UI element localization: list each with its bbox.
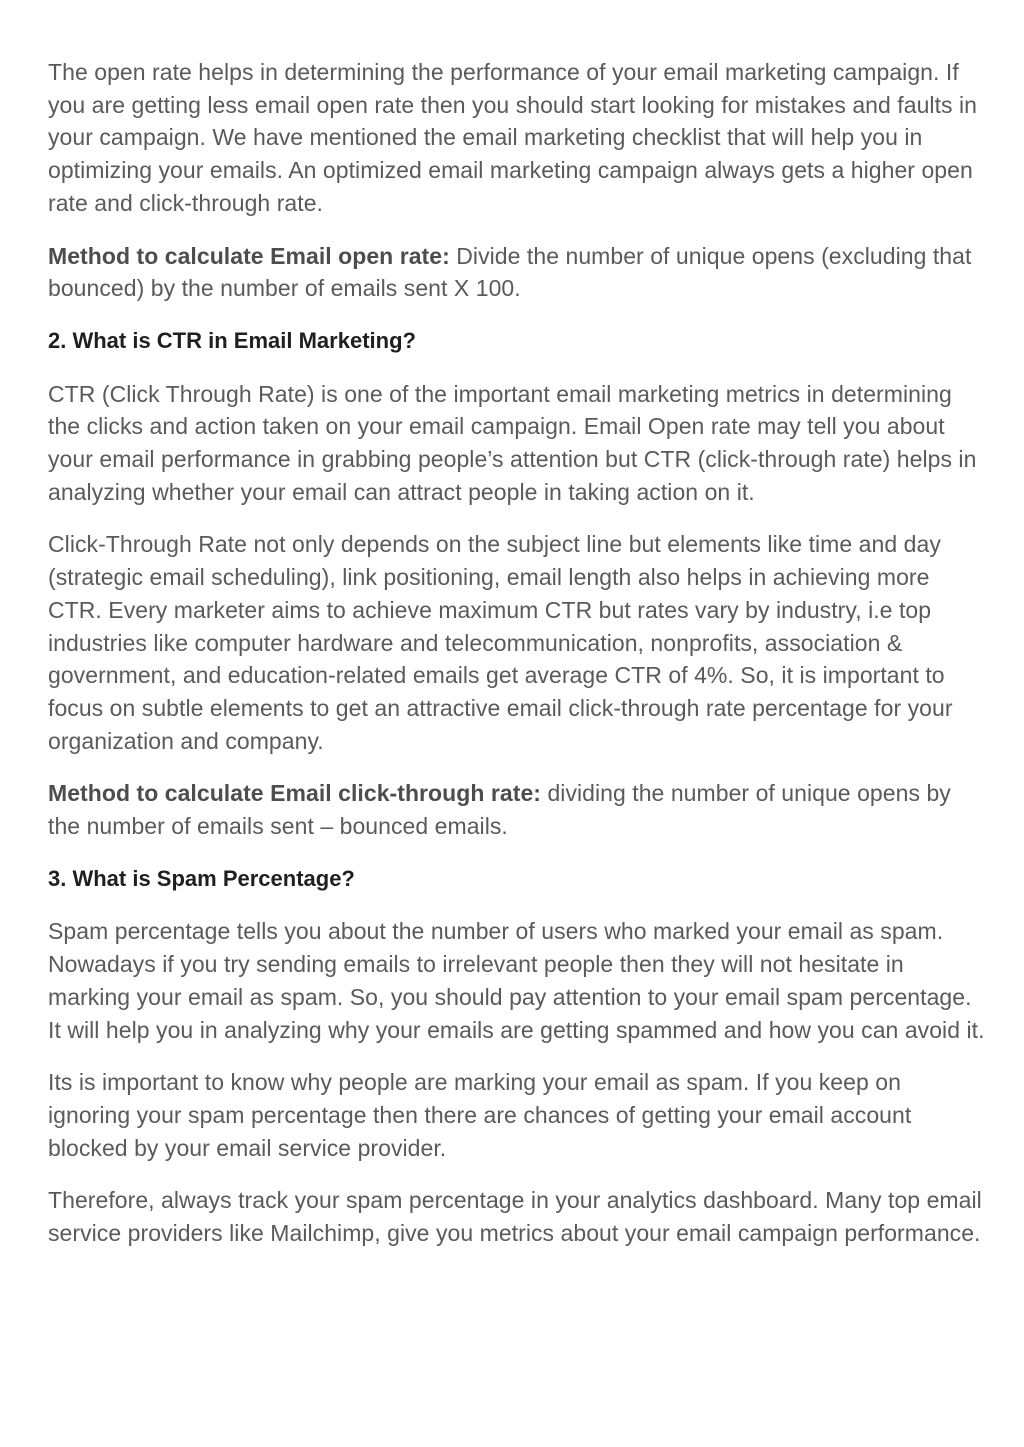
paragraph-spam-importance: Its is important to know why people are marking your email as spam. If you keep on ignoring your spam percentage then there are chances of getting your email account blocked by your email service provider. (48, 1069, 912, 1161)
heading-ctr: 2. What is CTR in Email Marketing? (48, 327, 416, 353)
paragraph-spam-tracking: Therefore, always track your spam percentage in your analytics dashboard. Many top email service providers like Mailchimp, give you metrics about your email campaign performance. (48, 1187, 982, 1247)
method-open-rate (48, 240, 988, 305)
paragraph-open-rate: The open rate helps in determining the performance of your email marketing campaign. If you are getting less email open rate then you should start looking for mistakes and faults in your campaign. We have mentioned the email marketing checklist that will help you in optimizing your emails. An optimized email marketing campaign always gets a higher open rate and click-through rate. (48, 59, 978, 216)
method-open-rate-text: Divide the number of unique opens (excluding that bounced) by the number of emails sent X 100. (48, 242, 972, 302)
heading-spam: 3. What is Spam Percentage? (48, 865, 355, 891)
paragraph-ctr-details: Click-Through Rate not only depends on the subject line but elements like time and day (strategic email scheduling), link positioning, email length also helps in achieving more CTR. Every marketer aims to achieve maximum CTR but rates vary by industry, i.e top industries like computer hardware and telecommunication, nonprofits, association & government, and education-related emails get average CTR of 4%. So, it is important to focus on subtle elements to get an attractive email click-through rate percentage for your organization and company. (48, 531, 953, 754)
document-page (48, 56, 988, 1270)
paragraph-ctr-intro: CTR (Click Through Rate) is one of the important email marketing metrics in determining the clicks and action taken on your email campaign. Email Open rate may tell you about your email performance in grabbing people’s attention but CTR (click-through rate) helps in analyzing whether your email can attract people in taking action on it. (48, 380, 977, 505)
paragraph-spam-intro: Spam percentage tells you about the number of users who marked your email as spam. Nowadays if you try sending emails to irrelevant people then they will not hesitate in marking your email as spam. So, you should pay attention to your email spam percentage. It will help you in analyzing why your emails are getting spammed and how you can avoid it. (48, 918, 985, 1043)
method-ctr-label: Method to calculate Email click-through rate: (48, 780, 541, 807)
method-open-rate-label: Method to calculate Email open rate: (48, 242, 450, 269)
method-ctr-text: dividing the number of unique opens by the number of emails sent – bounced emails. (48, 780, 951, 840)
method-ctr (48, 777, 988, 842)
